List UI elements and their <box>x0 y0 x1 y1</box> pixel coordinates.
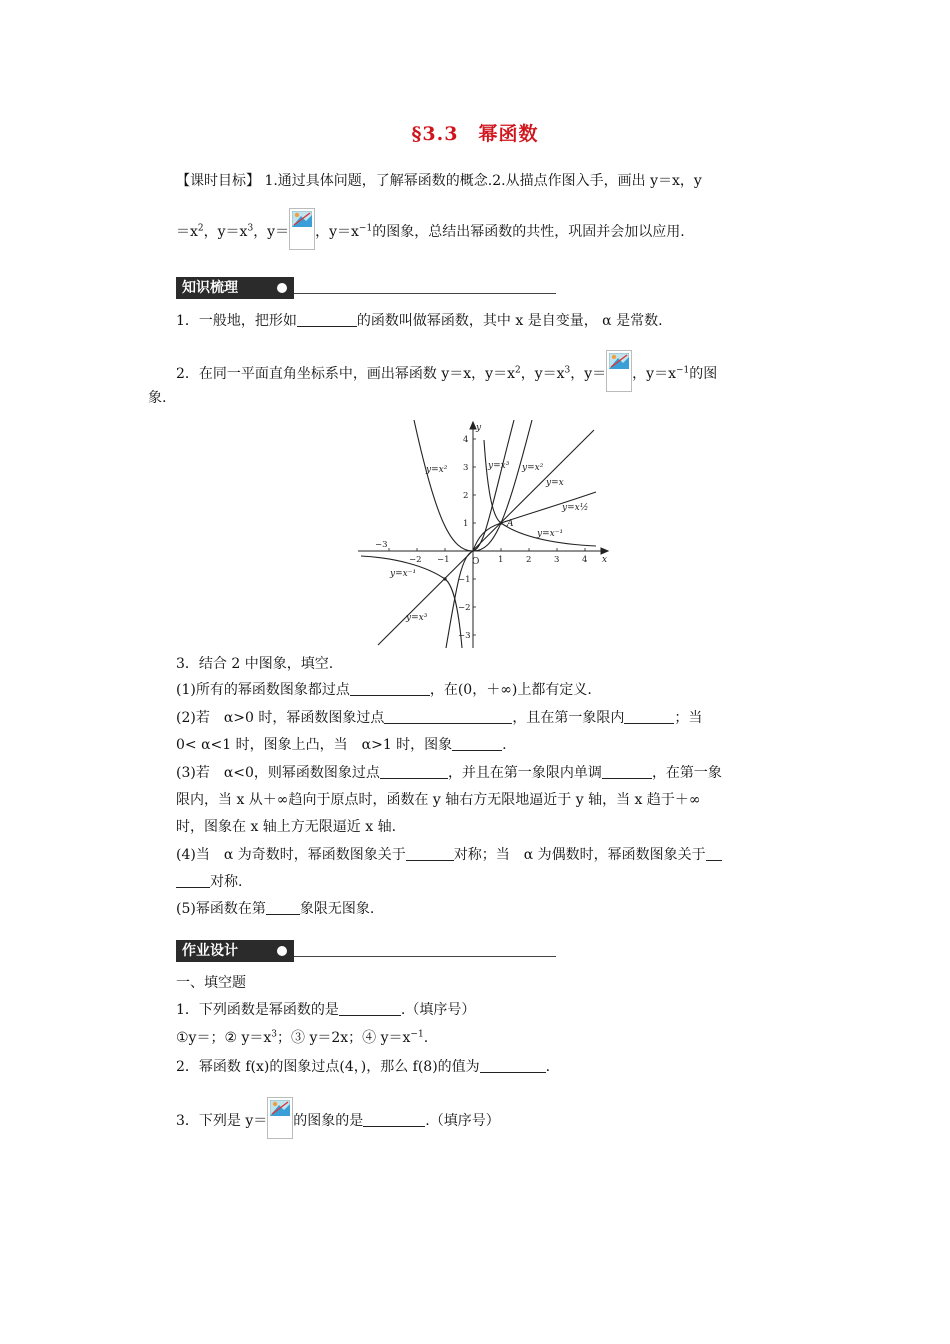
question-3-3 <box>176 763 722 783</box>
objectives-text-2b: ，y＝x <box>203 224 248 240</box>
q5-text-a: (5)幂函数在第 <box>176 901 266 917</box>
h3-text-b: 的图象的是 <box>293 1113 364 1129</box>
q2-text-a: (2)若 α>0 时，幂函数图象过点 <box>176 710 385 726</box>
p2-text-b: ，y＝x <box>520 366 565 382</box>
objectives-text-1: 1.通过具体问题，了解幂函数的概念.2.从描点作图入手，画出 y＝x，y <box>264 173 702 189</box>
paragraph-1 <box>176 311 663 331</box>
fill-blank[interactable] <box>380 764 448 779</box>
question-3-2-cont <box>176 735 507 755</box>
homework-3 <box>176 1097 500 1139</box>
q1-text-b: ，在(0，＋∞)上都有定义. <box>429 682 592 698</box>
x-axis-label: x <box>602 555 608 565</box>
h2-text-a: 2．幂函数 f(x)的图象过点(4，)，那么 f(8)的值为 <box>176 1059 480 1075</box>
objectives-line-2: $=x^2$，$y=x^3$，y＝ ，$y=x^{-1}$的图象，总结出幂函数的共性，巩固并会加以应用. <box>176 208 685 250</box>
h3-text-c: .（填序号） <box>425 1113 500 1129</box>
question-3-1 <box>176 680 592 700</box>
point-neg-mark <box>443 577 446 580</box>
broken-image-icon <box>267 1097 293 1139</box>
x-tick-label: −1 <box>437 555 450 565</box>
p1-text-b: 的函数叫做幂函数，其中 x 是自变量， α 是常数. <box>356 313 663 329</box>
objectives-text-2c: ，y＝ <box>253 224 290 240</box>
fill-blank[interactable] <box>406 846 454 861</box>
section-banner-homework <box>176 940 556 962</box>
q4-text-c: 对称. <box>210 874 243 890</box>
section-rule <box>294 956 556 957</box>
y-tick-label: 2 <box>463 491 469 501</box>
x-tick-label: −2 <box>409 555 422 565</box>
q4-text-b: 对称；当 α 为偶数时，幂函数图象关于 <box>453 847 706 863</box>
q3-text-a: (3)若 α<0，则幂函数图象过点 <box>176 765 380 781</box>
question-3-5 <box>176 899 374 919</box>
x-tick-label: 4 <box>582 555 588 565</box>
power-function-graph <box>356 420 618 650</box>
question-3-2 <box>176 708 702 728</box>
h1-text-a: 1．下列函数是幂函数的是 <box>176 1002 339 1018</box>
fill-blank[interactable] <box>480 1058 546 1073</box>
fill-blank[interactable] <box>363 1112 425 1127</box>
x-tick-label: −3 <box>375 540 388 550</box>
objectives-line-1 <box>176 171 702 191</box>
question-3-4 <box>176 845 722 865</box>
origin-label: O <box>472 557 480 567</box>
page-title: §3.3 幂函数 <box>411 123 539 145</box>
point-a-label: A <box>507 519 514 529</box>
label-yx: y=x <box>546 478 564 488</box>
fill-blank[interactable] <box>452 736 502 751</box>
q2-text-e: . <box>502 737 507 753</box>
h2-text-b: . <box>545 1059 551 1075</box>
homework-1 <box>176 1000 475 1020</box>
question-3-3-cont: 限内，当 x 从＋∞趋向于原点时，函数在 y 轴右方无限地逼近于 y 轴，当 x 趋于＋∞ <box>176 792 701 808</box>
x-tick-label: 1 <box>498 555 504 565</box>
curve-y-x3 <box>446 420 514 648</box>
question-3-3-cont2: 时，图象在 x 轴上方无限逼近 x 轴. <box>176 819 397 835</box>
label-yx-inv: y=x⁻¹ <box>537 529 564 539</box>
objectives-text-2a: ＝x <box>176 224 198 240</box>
y-tick-label: −2 <box>458 603 471 613</box>
y-axis-label: y <box>476 423 482 433</box>
bullet-dot-icon <box>277 946 287 956</box>
broken-image-icon <box>606 350 632 392</box>
x-tick-label: 3 <box>554 555 560 565</box>
homework-2 <box>176 1057 550 1077</box>
objectives-text-2d: ，y＝x <box>315 224 359 240</box>
question-3-4-cont <box>176 872 242 892</box>
h1-text-e: . <box>423 1030 429 1046</box>
p2-text-c: ，y＝ <box>570 366 607 382</box>
p1-text-a: 1．一般地，把形如 <box>176 313 297 329</box>
fill-blank[interactable] <box>339 1001 401 1016</box>
fill-blank[interactable] <box>602 764 652 779</box>
section-banner-knowledge <box>176 277 556 299</box>
fill-blank[interactable] <box>350 681 430 696</box>
homework-1-options: ①y＝；② $y=x^3$；③ y＝2x；④ $y=x^{-1}$. <box>176 1029 429 1046</box>
fill-blank[interactable] <box>706 846 722 861</box>
point-a-mark <box>499 521 502 524</box>
q3-text-b: ，并且在第一象限内单调 <box>447 765 602 781</box>
x-axis-arrow-icon <box>601 548 608 554</box>
section-title: 作业设计 <box>176 940 294 962</box>
paragraph-2: 2．在同一平面直角坐标系中，画出幂函数 y＝x，$y=x^2$，$y=x^3$，y＝ ，$y=x^{-1}$的图 <box>176 350 717 392</box>
p2-text-d: ，y＝x <box>632 366 676 382</box>
broken-image-icon <box>289 208 315 250</box>
fill-blank[interactable] <box>266 900 300 915</box>
p2-text-e: 的图 <box>689 366 718 382</box>
objectives-text-2e: 的图象，总结出幂函数的共性，巩固并会加以应用. <box>372 224 685 240</box>
fill-blank[interactable] <box>297 312 357 327</box>
label-yx-half: y=x½ <box>562 503 589 513</box>
y-tick-label: 3 <box>463 463 469 473</box>
h3-text-a: 3．下列是 y＝ <box>176 1113 268 1129</box>
paragraph-2-cont: 象. <box>148 390 167 406</box>
h1-text-b: .（填序号） <box>400 1002 476 1018</box>
section-title: 知识梳理 <box>176 277 294 299</box>
label-yx2-left: y=x² <box>426 465 448 475</box>
label-yx2-right: y=x² <box>522 463 544 473</box>
fill-blank[interactable] <box>176 873 210 888</box>
fill-blank[interactable] <box>384 709 512 724</box>
section-rule <box>294 293 556 294</box>
label-yx3-bottom: y=x³ <box>406 613 428 623</box>
y-tick-label: −1 <box>458 575 471 585</box>
q2-text-c: ；当 <box>674 710 703 726</box>
q3-text-c: ，在第一象 <box>651 765 722 781</box>
paragraph-3-head: 3．结合 2 中图象，填空. <box>176 656 334 672</box>
homework-type: 一、填空题 <box>176 975 246 991</box>
fill-blank[interactable] <box>624 709 674 724</box>
y-tick-label: 1 <box>463 519 469 529</box>
q5-text-b: 象限无图象. <box>299 901 375 917</box>
x-tick-label: 2 <box>526 555 532 565</box>
q4-text-a: (4)当 α 为奇数时，幂函数图象关于 <box>176 847 406 863</box>
q2-text-b: ，且在第一象限内 <box>512 710 625 726</box>
bullet-dot-icon <box>277 283 287 293</box>
y-tick-label: 4 <box>463 435 469 445</box>
label-yx3: y=x³ <box>488 461 510 471</box>
objectives-label: 【课时目标】 <box>176 173 260 189</box>
q1-text-a: (1)所有的幂函数图象都过点 <box>176 682 350 698</box>
p2-text-a: 2．在同一平面直角坐标系中，画出幂函数 y＝x，y＝x <box>176 366 515 382</box>
y-tick-label: −3 <box>458 631 471 641</box>
q2-text-d: 0< α<1 时，图象上凸，当 α>1 时，图象 <box>176 737 453 753</box>
h1-text-d: ；③ y＝2x；④ y＝x <box>277 1030 411 1046</box>
label-yx-inv-left: y=x⁻¹ <box>390 569 417 579</box>
h1-text-c: ①y＝；② y＝x <box>176 1030 272 1046</box>
